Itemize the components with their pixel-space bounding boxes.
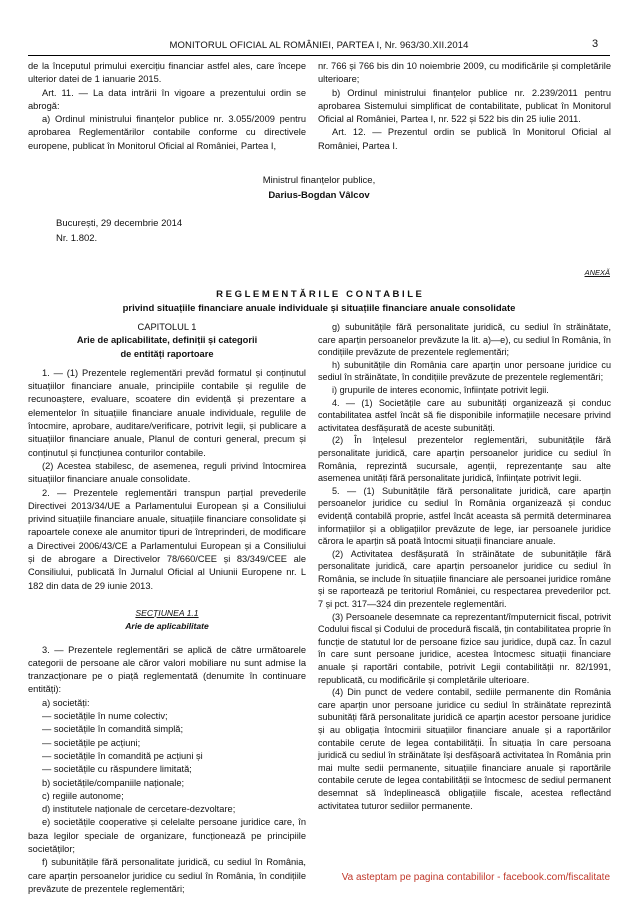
signer-role: Ministrul finanțelor publice,: [262, 175, 376, 186]
right-column: [318, 321, 611, 812]
paragraph: 5. — (1) Subunitățile fără personalitate juridică, care aparțin persoanelor juridice cu sediul în România organizează și conduc evidență contabilă proprie, astfel încât aceasta să permită determinarea informațiilor și a obligațiilor prevăzute de lege, iar persoanele juridice cărora le aparțin să poată întocmi situații financiare anuale.: [318, 485, 611, 547]
list-item: a) societăți:: [42, 697, 90, 708]
list-item: — societățile în nume colectiv;: [42, 711, 168, 722]
list-item: — societățile pe acțiuni;: [42, 737, 141, 748]
regulation-subtitle: privind situațiile financiare anuale individuale și situațiile financiare anuale consolidate: [122, 303, 516, 314]
list-item: b) societățile/companiile naționale;: [42, 777, 185, 788]
signer-name: Darius-Bogdan Vâlcov: [268, 190, 370, 201]
page-number: 3: [592, 38, 599, 50]
footer-link[interactable]: Va asteptam pe pagina contabililor - facebook.com/fiscalitate: [341, 872, 610, 883]
list-item: — societățile în comandită pe acțiuni și: [42, 750, 203, 761]
paragraph: 1. — (1) Prezentele reglementări prevăd formatul și conținutul situațiilor financiare anuale, principiile contabile și regulile de recunoaștere, evaluare, scoatere din evidență și prezentare a elementelor în situațiile financiare anuale individuale, regulile de întocmire, aprobare, auditare/verificare, potrivit legii, și publicare a situațiilor financiare anuale, Planul de conturi general, precum și conținutul și funcțiunea conturilor contabile.: [28, 367, 306, 458]
paragraph: b) Ordinul ministrului finanțelor publice nr. 2.239/2011 pentru aprobarea Sistemului simplificat de contabilitate, publicat în Monitorul Oficial al României, Partea I, nr. 522 și 522 bis din 25 iulie 2011.: [318, 87, 611, 125]
paragraph: a) Ordinul ministrului finanțelor publice nr. 3.055/2009 pentru aprobarea Reglementărilor contabile conforme cu directivele europene, publicat în Monitorul Oficial al României, Partea I,: [28, 114, 306, 151]
paragraph: 4. — (1) Societățile care au subunități organizează și conduc contabilitatea astfel încât să fie disponibile informațiile necesare privind activitatea desfășurată de aceste subunități.: [318, 397, 611, 433]
list-item: — societățile în comandită simplă;: [42, 724, 184, 735]
page-header: MONITORUL OFICIAL AL ROMÂNIEI, PARTEA I, Nr. 963/30.XII.2014: [169, 40, 469, 51]
paragraph: nr. 766 și 766 bis din 10 noiembrie 2009, cu modificările și completările ulterioare;: [318, 61, 611, 85]
annex-label: ANEXĂ: [584, 268, 610, 277]
paragraph: Art. 11. — La data intrării în vigoare a prezentului ordin se abrogă:: [28, 87, 306, 111]
paragraph: Art. 12. — Prezentul ordin se publică în Monitorul Oficial al României, Partea I.: [318, 127, 611, 151]
list-item: f) subunitățile fără personalitate juridică, cu sediul în România, care aparțin persoanelor juridice cu sediul în România, în condițiile prevăzute de prezentele reglementări;: [28, 857, 306, 894]
chapter-label: CAPITOLUL 1: [137, 322, 197, 332]
list-item: — societățile cu răspundere limitată;: [42, 764, 192, 775]
header-rule: [28, 55, 610, 56]
order-number: Nr. 1.802.: [56, 233, 98, 244]
paragraph: 3. — Prezentele reglementări se aplică de către următoarele categorii de persoane ale căror valori mobiliare nu sunt admise la tranzacționare pe o piață reglementată (denumite în continuare entități):: [28, 644, 306, 695]
place-date: București, 29 decembrie 2014: [56, 218, 183, 229]
paragraph: (4) Din punct de vedere contabil, sediile permanente din România care aparțin unor persoane juridice cu sediul în străinătate reprezintă subunități fără personalitate juridică ce aparțin acestor persoane juridice și au obligația întocmirii situațiilor financiare anuale și a raportărilor contabile cerute de legea contabilității. În situația în care persoana juridică cu sediul în străinătate își desfășoară activitatea în România prin mai multe sedii permanente, situațiile financiare anuale și raportările contabile cerute de legea contabilității se întocmesc de sediul permanent desemnat să îndeplinească obligațiile fiscale, acestea reflectând activitatea tuturor sediilor permanente.: [318, 687, 611, 811]
list-item: d) institutele naționale de cercetare-dezvoltare;: [42, 804, 236, 815]
paragraph: (2) În înțelesul prezentelor reglementări, subunitățile fără personalitate juridică, care aparțin persoanelor juridice cu sediul în România, reprezintă sucursale, agenții, reprezentanțe sau alte asemenea unități fără personalitate juridică, înființate potrivit legii.: [318, 435, 611, 484]
paragraph: g) subunitățile fără personalitate juridică, cu sediul în străinătate, care aparțin persoanelor prevăzute la lit. a)—e), cu sediul în România, în condițiile prevăzute de prezentele reglementări;: [318, 322, 611, 358]
regulation-title: R E G L E M E N T Ă R I L E C O N T A B I L E: [216, 289, 422, 300]
list-item: e) societățile cooperative și celelalte persoane juridice care, în baza legilor speciale de organizare, funcționează pe principiile societăților;: [28, 817, 306, 854]
paragraph: (3) Persoanele desemnate ca reprezentant/împuternicit fiscal, potrivit Codului fiscal și Codului de procedură fiscală, țin contabilitatea proprie în funcție de statutul lor de persoane fizice sau juridice, după caz. În cazul în care sunt persoane juridice, acestea întocmesc situații financiare anuale și raportări contabile, potrivit Legii contabilității nr. 82/1991, republicată, cu modificările și completările ulterioare.: [318, 611, 611, 685]
paragraph: (2) Activitatea desfășurată în străinătate de subunitățile fără personalitate juridică, care aparțin persoanelor juridice cu sediul în România, se include în situațiile financiare ale persoanei juridice române și se raportează pe teritoriul României, cu respectarea prevederilor pct. 7 și pct. 317—324 din prezentele reglementări.: [318, 548, 611, 610]
top-left-column: [28, 60, 306, 153]
chapter-title: Arie de aplicabilitate, definiții și categorii: [76, 335, 258, 346]
paragraph: h) subunitățile din România care aparțin unor persoane juridice cu sediul în străinătate, în condițiile prevăzute de prezentele reglementări;: [318, 359, 611, 383]
chapter-title: de entități raportoare: [120, 348, 214, 359]
left-column: [28, 321, 306, 896]
paragraph: de la începutul primului exercițiu financiar astfel ales, care începe ulterior datei de 1 ianuarie 2015.: [28, 61, 306, 85]
paragraph: (2) Acestea stabilesc, de asemenea, reguli privind întocmirea situațiilor financiare anuale consolidate.: [28, 460, 306, 485]
section-label: SECȚIUNEA 1.1: [135, 607, 199, 618]
paragraph: 2. — Prezentele reglementări transpun parțial prevederile Directivei 2013/34/UE a Parlamentului European și a Consiliului privind situațiile financiare anuale, situațiile financiare consolidate și rapoartele conexe ale anumitor tipuri de întreprinderi, de modificare a Directivei 2006/43/CE a Parlamentului European și a Consiliului și de abrogare a Directivelor 78/660/CEE și 83/349/CEE ale Consiliului, publicată în Jurnalul Oficial al Uniunii Europene nr. L 182 din data de 29 iunie 2013.: [28, 487, 306, 591]
paragraph: i) grupurile de interes economic, înființate potrivit legii.: [332, 384, 549, 395]
section-title: Arie de aplicabilitate: [125, 621, 209, 632]
list-item: c) regiile autonome;: [42, 790, 124, 801]
top-right-column: [318, 60, 611, 153]
